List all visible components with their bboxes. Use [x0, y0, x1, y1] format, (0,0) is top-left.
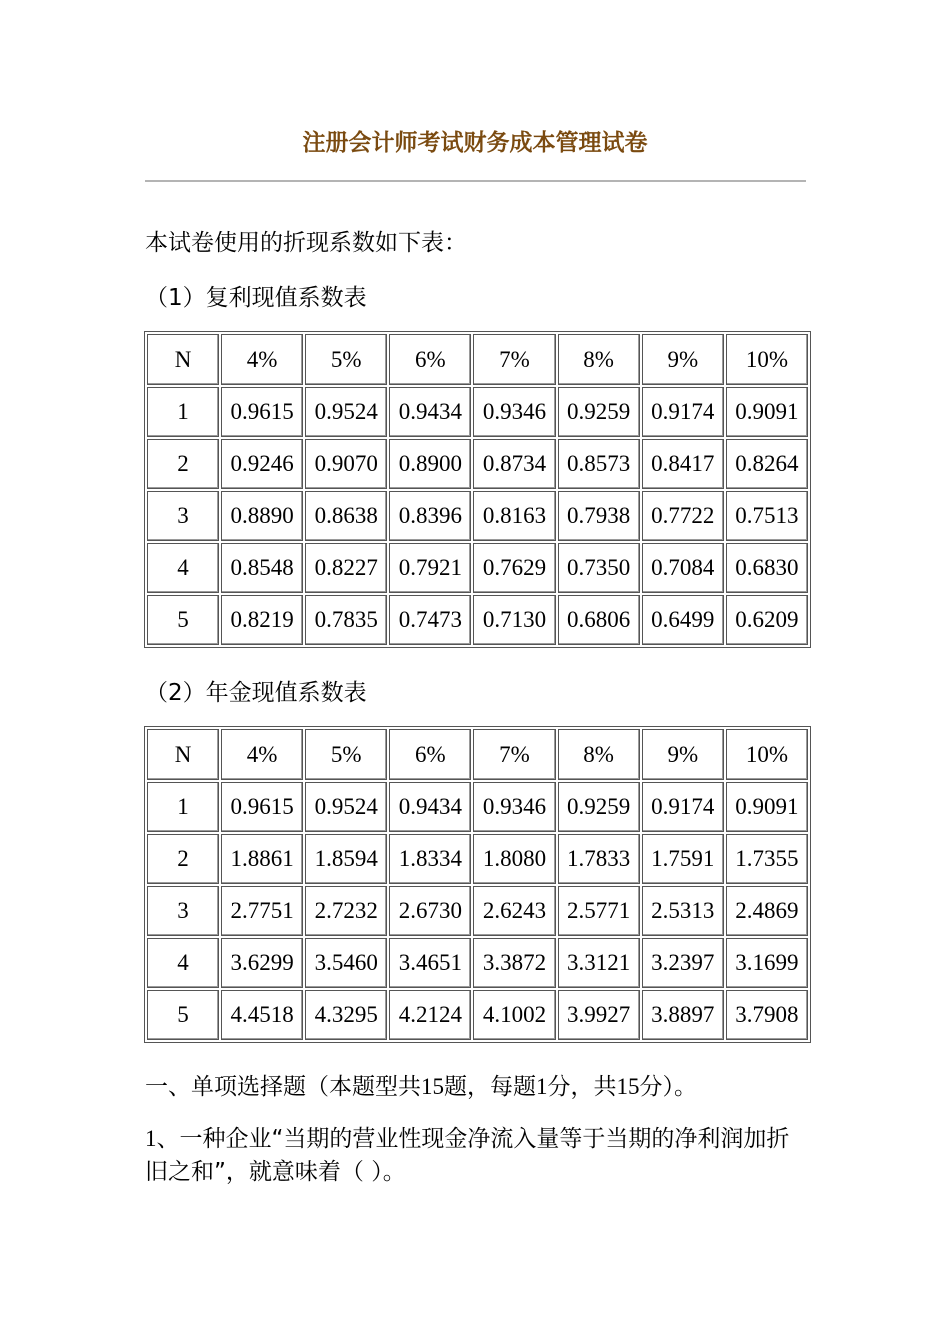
table-cell: 3.2397	[642, 938, 724, 988]
table-cell: 1.8334	[389, 834, 471, 884]
table-cell: 4.4518	[221, 990, 303, 1040]
title-divider	[145, 180, 806, 182]
table-header-row	[147, 334, 808, 385]
table-header-row	[147, 729, 808, 780]
header-cell: 7%	[473, 334, 555, 385]
table-cell: 0.9434	[389, 387, 471, 437]
table-cell: 2.6243	[473, 886, 555, 936]
table-cell: 0.9524	[305, 782, 387, 832]
table-row	[147, 595, 808, 645]
table-cell: 0.7350	[558, 543, 640, 593]
header-cell: 9%	[642, 729, 724, 780]
table-cell: 0.8417	[642, 439, 724, 489]
table-row	[147, 782, 808, 832]
table-cell: 3.3872	[473, 938, 555, 988]
table-cell: 1.8594	[305, 834, 387, 884]
table-cell: 2.6730	[389, 886, 471, 936]
table-cell: 1	[147, 782, 219, 832]
table-cell: 0.7629	[473, 543, 555, 593]
table-cell: 0.9259	[558, 387, 640, 437]
table-cell: 2	[147, 439, 219, 489]
header-cell: 10%	[726, 334, 808, 385]
table-cell: 0.6830	[726, 543, 808, 593]
table-cell: 2.7232	[305, 886, 387, 936]
table-cell: 3.6299	[221, 938, 303, 988]
table-cell: 0.7835	[305, 595, 387, 645]
table-cell: 0.9524	[305, 387, 387, 437]
header-cell: N	[147, 334, 219, 385]
table-cell: 0.8219	[221, 595, 303, 645]
table-cell: 0.7473	[389, 595, 471, 645]
table-cell: 4.2124	[389, 990, 471, 1040]
table-cell: 2	[147, 834, 219, 884]
header-cell: N	[147, 729, 219, 780]
table-cell: 0.9615	[221, 782, 303, 832]
points-per-question: 1	[536, 1074, 548, 1099]
header-cell: 7%	[473, 729, 555, 780]
header-cell: 8%	[558, 729, 640, 780]
table-cell: 1.8861	[221, 834, 303, 884]
table-cell: 0.9091	[726, 782, 808, 832]
table-cell: 0.8900	[389, 439, 471, 489]
section-mid2: 分，共	[547, 1074, 617, 1100]
table2-heading: （2）年金现值系数表	[145, 680, 367, 706]
table-row	[147, 990, 808, 1040]
table-cell: 0.8396	[389, 491, 471, 541]
table-row	[147, 491, 808, 541]
table-cell: 0.9174	[642, 387, 724, 437]
header-cell: 9%	[642, 334, 724, 385]
table-cell: 0.9346	[473, 387, 555, 437]
table-cell: 0.7513	[726, 491, 808, 541]
table-cell: 0.7084	[642, 543, 724, 593]
table1-heading: （1）复利现值系数表	[145, 285, 367, 311]
table-cell: 4.1002	[473, 990, 555, 1040]
table-cell: 3.8897	[642, 990, 724, 1040]
section-prefix: 一、单项选择题（本题型共	[145, 1074, 421, 1100]
table-row	[147, 834, 808, 884]
table-cell: 0.6806	[558, 595, 640, 645]
table-cell: 0.8548	[221, 543, 303, 593]
table-row	[147, 387, 808, 437]
table-cell: 0.9091	[726, 387, 808, 437]
table-cell: 2.5771	[558, 886, 640, 936]
header-cell: 4%	[221, 729, 303, 780]
table-cell: 0.8264	[726, 439, 808, 489]
header-cell: 4%	[221, 334, 303, 385]
table-cell: 0.6499	[642, 595, 724, 645]
section-mid1: 题，每题	[444, 1074, 536, 1100]
table-cell: 0.8638	[305, 491, 387, 541]
table-cell: 3.3121	[558, 938, 640, 988]
table-cell: 0.9259	[558, 782, 640, 832]
table-cell: 1.7591	[642, 834, 724, 884]
table-row	[147, 938, 808, 988]
table-row	[147, 886, 808, 936]
table-cell: 0.9615	[221, 387, 303, 437]
table-cell: 0.7921	[389, 543, 471, 593]
header-cell: 5%	[305, 334, 387, 385]
table-cell: 2.7751	[221, 886, 303, 936]
question-number: 1	[145, 1126, 157, 1151]
table-cell: 0.7130	[473, 595, 555, 645]
header-cell: 6%	[389, 334, 471, 385]
header-cell: 6%	[389, 729, 471, 780]
header-cell: 5%	[305, 729, 387, 780]
header-cell: 10%	[726, 729, 808, 780]
table-cell: 3.9927	[558, 990, 640, 1040]
table-cell: 0.6209	[726, 595, 808, 645]
table-cell: 0.9346	[473, 782, 555, 832]
table-cell: 0.9070	[305, 439, 387, 489]
table-cell: 5	[147, 990, 219, 1040]
table-row	[147, 439, 808, 489]
table-cell: 4	[147, 543, 219, 593]
table-cell: 0.8227	[305, 543, 387, 593]
section-heading	[145, 1068, 697, 1101]
table-cell: 0.8163	[473, 491, 555, 541]
table-cell: 0.7938	[558, 491, 640, 541]
table-cell: 1	[147, 387, 219, 437]
table-cell: 1.8080	[473, 834, 555, 884]
table-cell: 0.8573	[558, 439, 640, 489]
table-cell: 2.4869	[726, 886, 808, 936]
table-cell: 4.3295	[305, 990, 387, 1040]
table-cell: 3	[147, 491, 219, 541]
table-cell: 5	[147, 595, 219, 645]
question-text: 、一种企业“当期的营业性现金净流入量等于当期的净利润加折旧之和”，就意味着（ ）。	[145, 1126, 790, 1185]
question-count: 15	[421, 1074, 444, 1099]
section-suffix: 分）。	[639, 1074, 697, 1100]
header-cell: 8%	[558, 334, 640, 385]
table-cell: 1.7355	[726, 834, 808, 884]
table-cell: 0.8734	[473, 439, 555, 489]
document-title: 注册会计师考试财务成本管理试卷	[302, 130, 648, 156]
table-cell: 0.8890	[221, 491, 303, 541]
table-cell: 3.7908	[726, 990, 808, 1040]
table-row	[147, 543, 808, 593]
table-cell: 0.9434	[389, 782, 471, 832]
annuity-value-table	[144, 726, 811, 1043]
table-cell: 3.5460	[305, 938, 387, 988]
present-value-table	[144, 331, 811, 648]
question-1	[145, 1122, 810, 1189]
table-cell: 4	[147, 938, 219, 988]
table-cell: 0.9246	[221, 439, 303, 489]
intro-text: 本试卷使用的折现系数如下表：	[145, 230, 467, 256]
table-cell: 3.1699	[726, 938, 808, 988]
table-cell: 0.7722	[642, 491, 724, 541]
table-cell: 3.4651	[389, 938, 471, 988]
table-cell: 3	[147, 886, 219, 936]
table-cell: 0.9174	[642, 782, 724, 832]
table-cell: 2.5313	[642, 886, 724, 936]
table-cell: 1.7833	[558, 834, 640, 884]
total-points: 15	[616, 1074, 640, 1099]
